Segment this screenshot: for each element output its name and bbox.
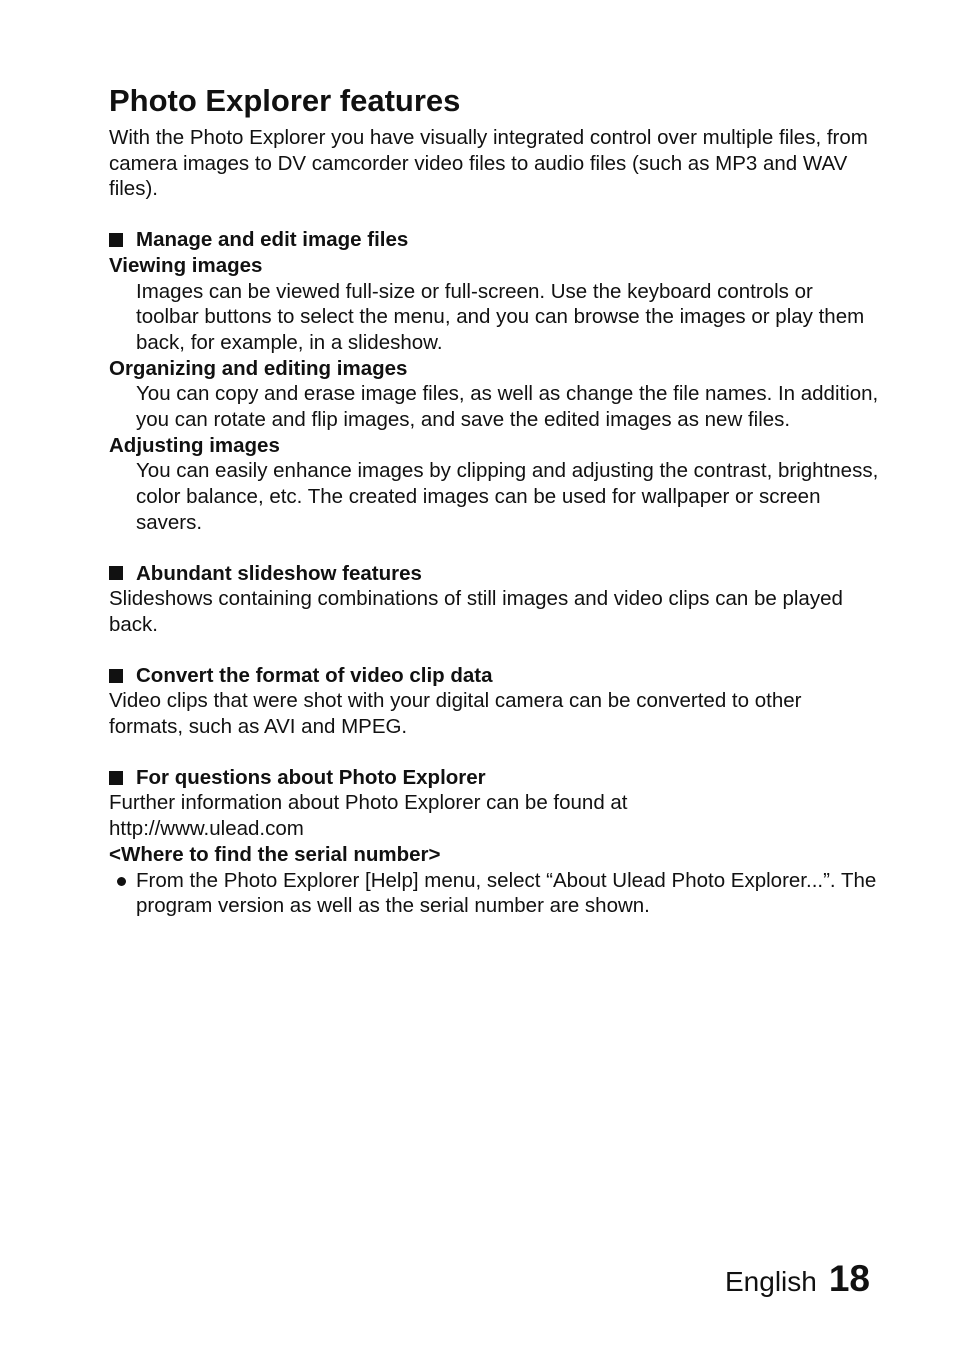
section-heading xyxy=(109,765,879,791)
section-heading xyxy=(109,663,879,689)
spacer xyxy=(109,638,879,663)
subsection-text-viewing: Images can be viewed full-size or full-screen. Use the keyboard controls or toolbar buttons to select the menu, and you can browse the images or play them back, for example, in a slideshow. xyxy=(136,279,865,354)
page-footer xyxy=(725,1258,870,1300)
section-questions xyxy=(109,765,879,919)
subsection-title-adjusting: Adjusting images xyxy=(109,433,280,457)
section-text-line1: Further information about Photo Explorer can be found at xyxy=(109,791,628,815)
page-number: 18 xyxy=(828,1258,870,1299)
bullet-text: From the Photo Explorer [Help] menu, select “About Ulead Photo Explorer...”. The program version as well as the serial number are shown. xyxy=(136,868,877,918)
subsection-text-organizing: You can copy and erase image files, as well as change the file names. In addition, you can rotate and flip images, and save the edited images as new files. xyxy=(136,382,879,432)
subsection-title-organizing: Organizing and editing images xyxy=(109,356,408,380)
subsection-title-viewing: Viewing images xyxy=(109,253,263,277)
section-convert-format xyxy=(109,663,879,740)
intro-paragraph: With the Photo Explorer you have visually integrated control over multiple files, from camera images to DV camcorder video files to audio files (such as MP3 and WAV files). xyxy=(109,126,868,201)
bullet-dot-icon xyxy=(109,868,136,919)
section-slideshow xyxy=(109,561,879,638)
bullet-item xyxy=(109,868,879,919)
spacer xyxy=(109,202,879,227)
square-bullet-icon xyxy=(109,566,123,580)
section-heading-text: Abundant slideshow features xyxy=(136,561,422,585)
footer-language: English xyxy=(725,1266,817,1297)
section-heading-text: Manage and edit image files xyxy=(136,228,409,252)
square-bullet-icon xyxy=(109,771,123,785)
serial-number-heading: <Where to find the serial number> xyxy=(109,842,441,866)
subsection-text-adjusting: You can easily enhance images by clipping and adjusting the contrast, brightness, color balance, etc. The created images can be used for wallpaper or screen savers. xyxy=(136,459,879,534)
section-heading xyxy=(109,561,879,587)
spacer xyxy=(109,740,879,765)
section-heading-text: For questions about Photo Explorer xyxy=(136,765,486,789)
section-text: Video clips that were shot with your digital camera can be converted to other formats, such as AVI and MPEG. xyxy=(109,689,802,739)
section-heading xyxy=(109,227,879,253)
section-text: Slideshows containing combinations of still images and video clips can be played back. xyxy=(109,587,843,636)
page-title: Photo Explorer features xyxy=(109,83,461,118)
website-url: http://www.ulead.com xyxy=(109,817,304,841)
section-heading-text: Convert the format of video clip data xyxy=(136,663,493,687)
section-manage-edit xyxy=(109,227,879,535)
square-bullet-icon xyxy=(109,669,123,683)
spacer xyxy=(109,536,879,561)
document-page xyxy=(109,82,879,919)
square-bullet-icon xyxy=(109,233,123,247)
